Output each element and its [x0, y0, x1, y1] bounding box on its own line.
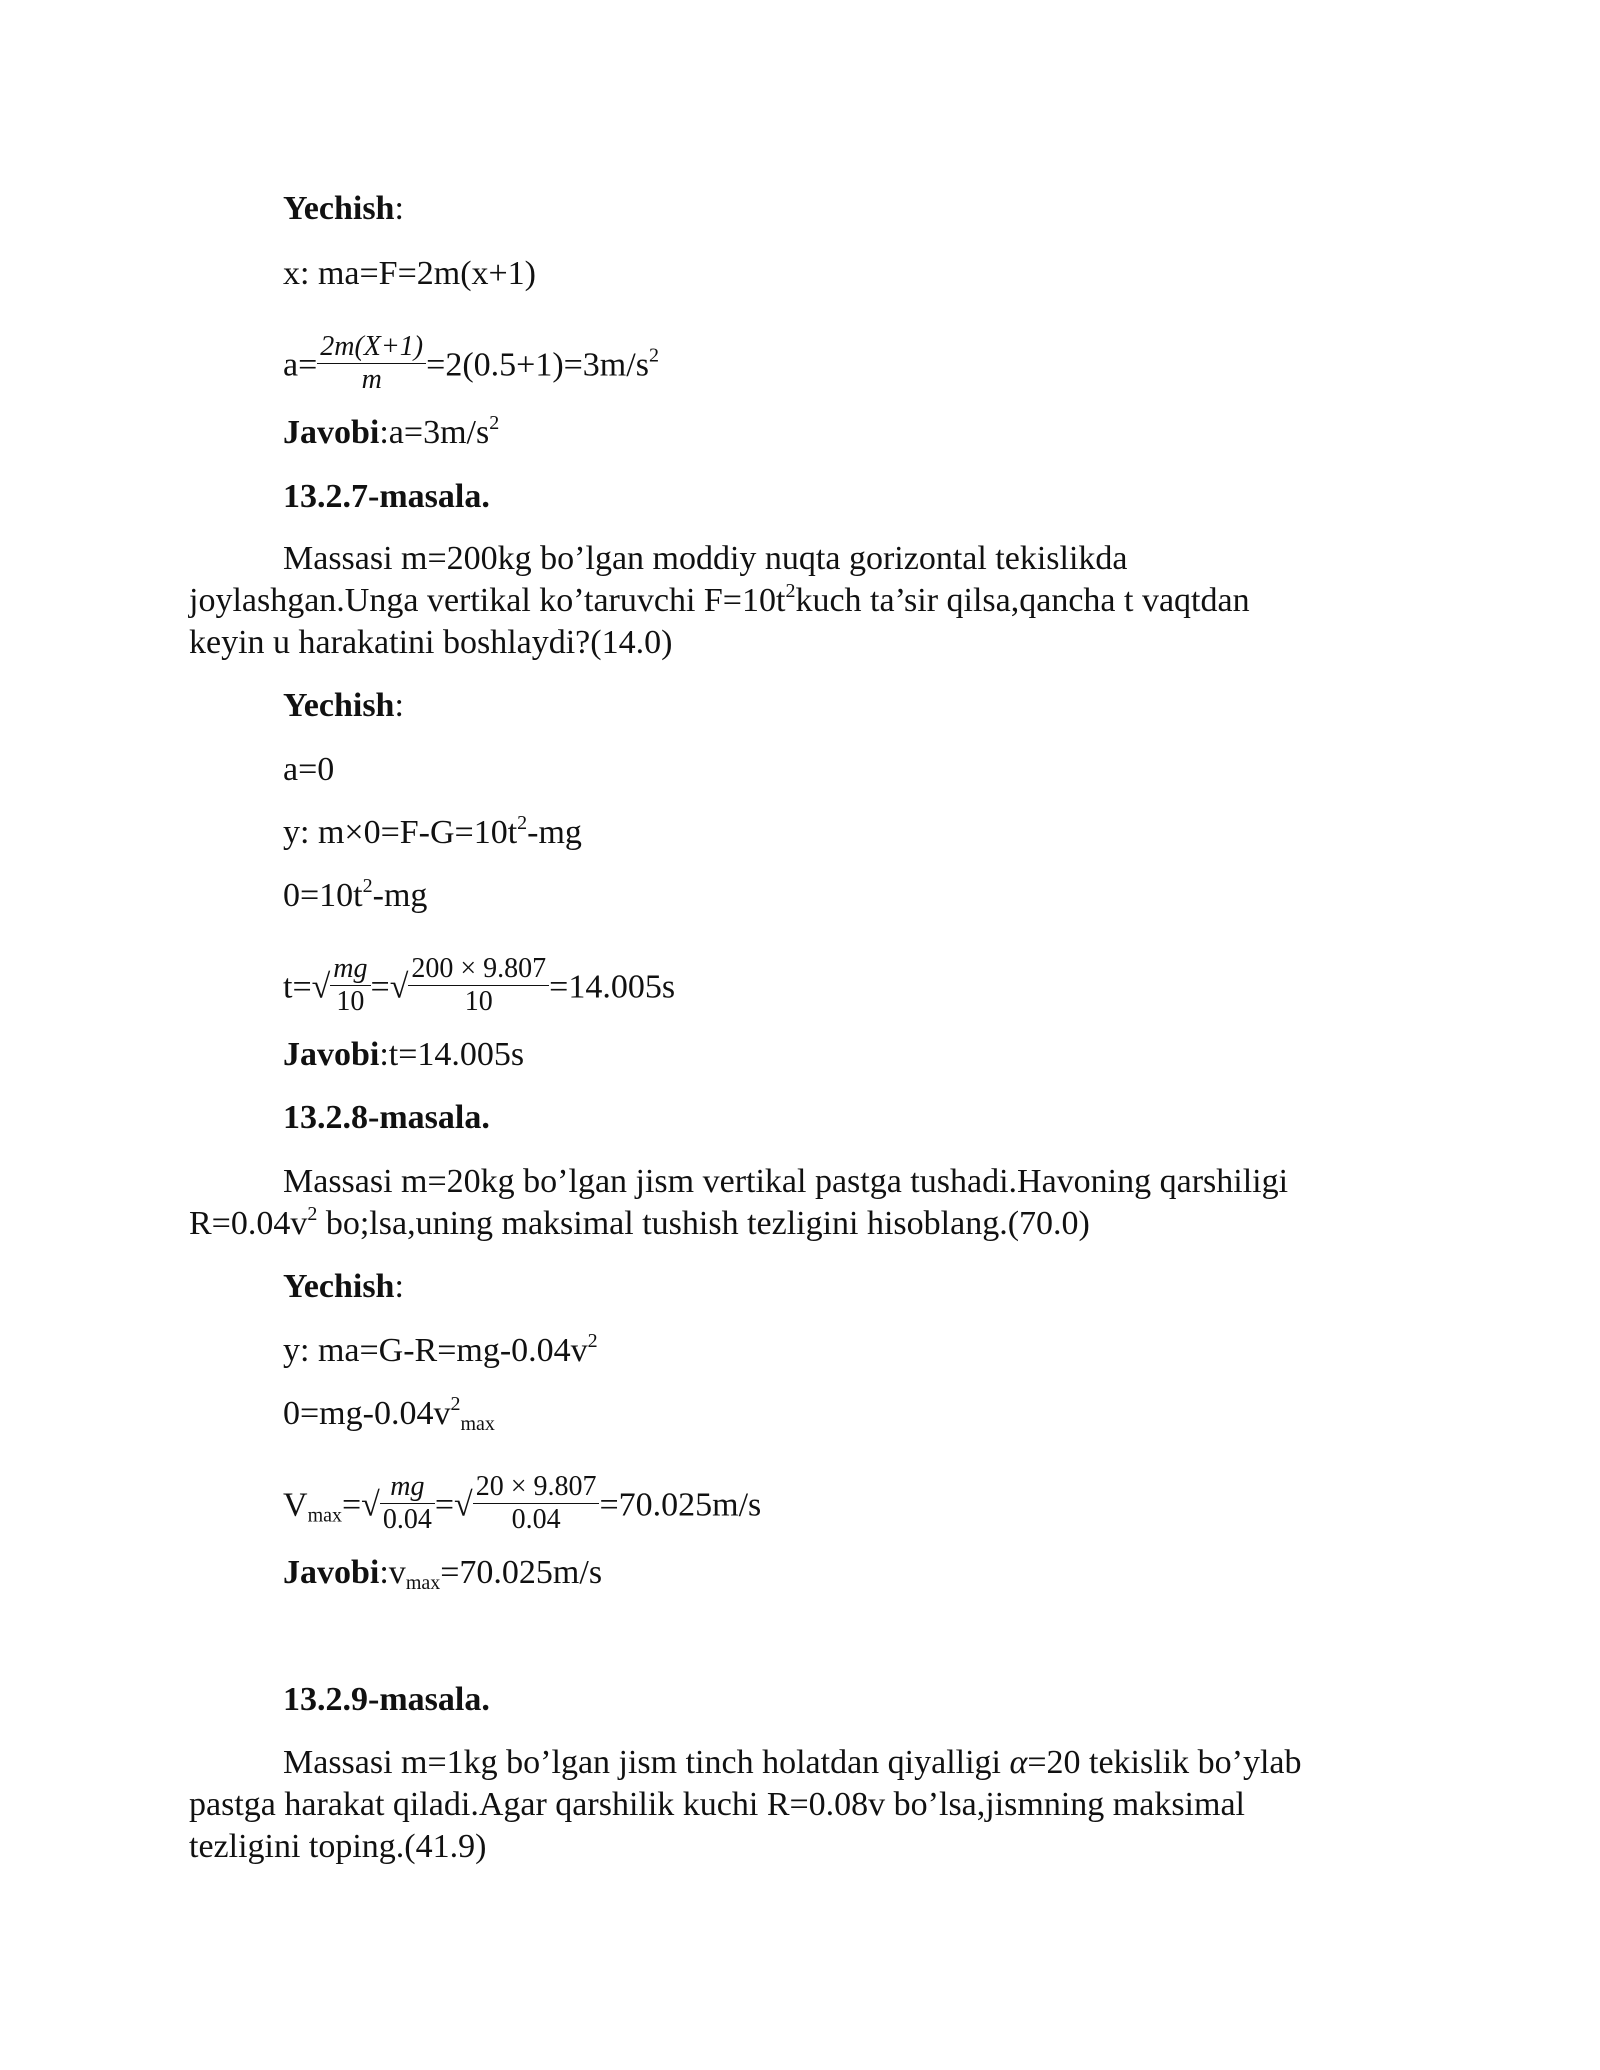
fraction: $\frac{mg}{0.04}$ [380, 1471, 435, 1536]
problem-text: Massasi m=200kg bo’lgan moddiy nuqta gorizontal tekislikda [283, 540, 1128, 577]
equation-line: x: ma=F=2m(x+1) [283, 255, 537, 292]
problem-text: Massasi m=1kg bo’lgan jism tinch holatdan qiyalligi α=20 tekislik bo’ylab [283, 1744, 1302, 1781]
problem-text: pastga harakat qiladi.Agar qarshilik kuchi R=0.08v bo’lsa,jismning maksimal [189, 1786, 1245, 1823]
problem-text: $R=0.04v^2$ bo;lsa,uning maksimal tushish tezligini hisoblang.(70.0) [189, 1203, 1090, 1242]
answer-line: Javobi:t=14.005s [283, 1036, 525, 1073]
equation-line: $0=mg-0.04v^2_{max}$ [283, 1393, 495, 1435]
problem-title: 13.2.9-masala. [283, 1681, 490, 1718]
problem-text: joylashgan.Unga vertikal ko’taruvchi $F=10t^2kuch$ ta’sir qilsa,qancha t vaqtdan [189, 580, 1250, 619]
fraction: $\frac{2m(X+1)}{m}$ [317, 331, 426, 396]
alpha-symbol: α [1009, 1744, 1028, 1781]
fraction: $\frac{200 \times 9.807}{10}$ [408, 953, 549, 1018]
solution-heading: Yechish: [283, 1268, 404, 1305]
equation-line: a=0 [283, 751, 335, 788]
fraction: $\frac{20 \times 9.807}{0.04}$ [473, 1471, 600, 1536]
problem-text: Massasi m=20kg bo’lgan jism vertikal pastga tushadi.Havoning qarshiligi [283, 1163, 1289, 1200]
equation-fraction-line: t=√ $\frac{mg}{10}$ =√ $\frac{200 \times 9.807}{10}$ =14.005s [283, 953, 676, 1017]
problem-title: 13.2.7-masala. [283, 478, 490, 515]
problem-text: tezligini toping.(41.9) [189, 1828, 487, 1865]
solution-heading: Yechish: [283, 687, 404, 724]
solution-heading: Yechish: [283, 190, 404, 227]
problem-text: keyin u harakatini boshlaydi?(14.0) [189, 624, 673, 661]
equation-fraction-line: $V_{max}=√$ $\frac{mg}{0.04}$ =√ $\frac{20 \times 9.807}{0.04}$ =70.025m/s [283, 1471, 762, 1535]
problem-title: 13.2.8-masala. [283, 1099, 490, 1136]
answer-line: $Javobi:v_{max}=70.025m/s$ [283, 1554, 603, 1594]
equation-line: $0=10t^2-mg$ [283, 875, 428, 914]
answer-line: $Javobi:a=3m/s^2$ [283, 412, 500, 451]
equation-line: y: $m\times 0=F-G=10t^2-mg$ [283, 812, 582, 851]
equation-line: y: $ma=G-R=mg-0.04v^2$ [283, 1330, 598, 1369]
equation-fraction-line: a= $\frac{2m(X+1)}{m}$ $=2(0.5+1)=3m/s^2$ [283, 331, 659, 395]
fraction: $\frac{mg}{10}$ [330, 953, 370, 1018]
